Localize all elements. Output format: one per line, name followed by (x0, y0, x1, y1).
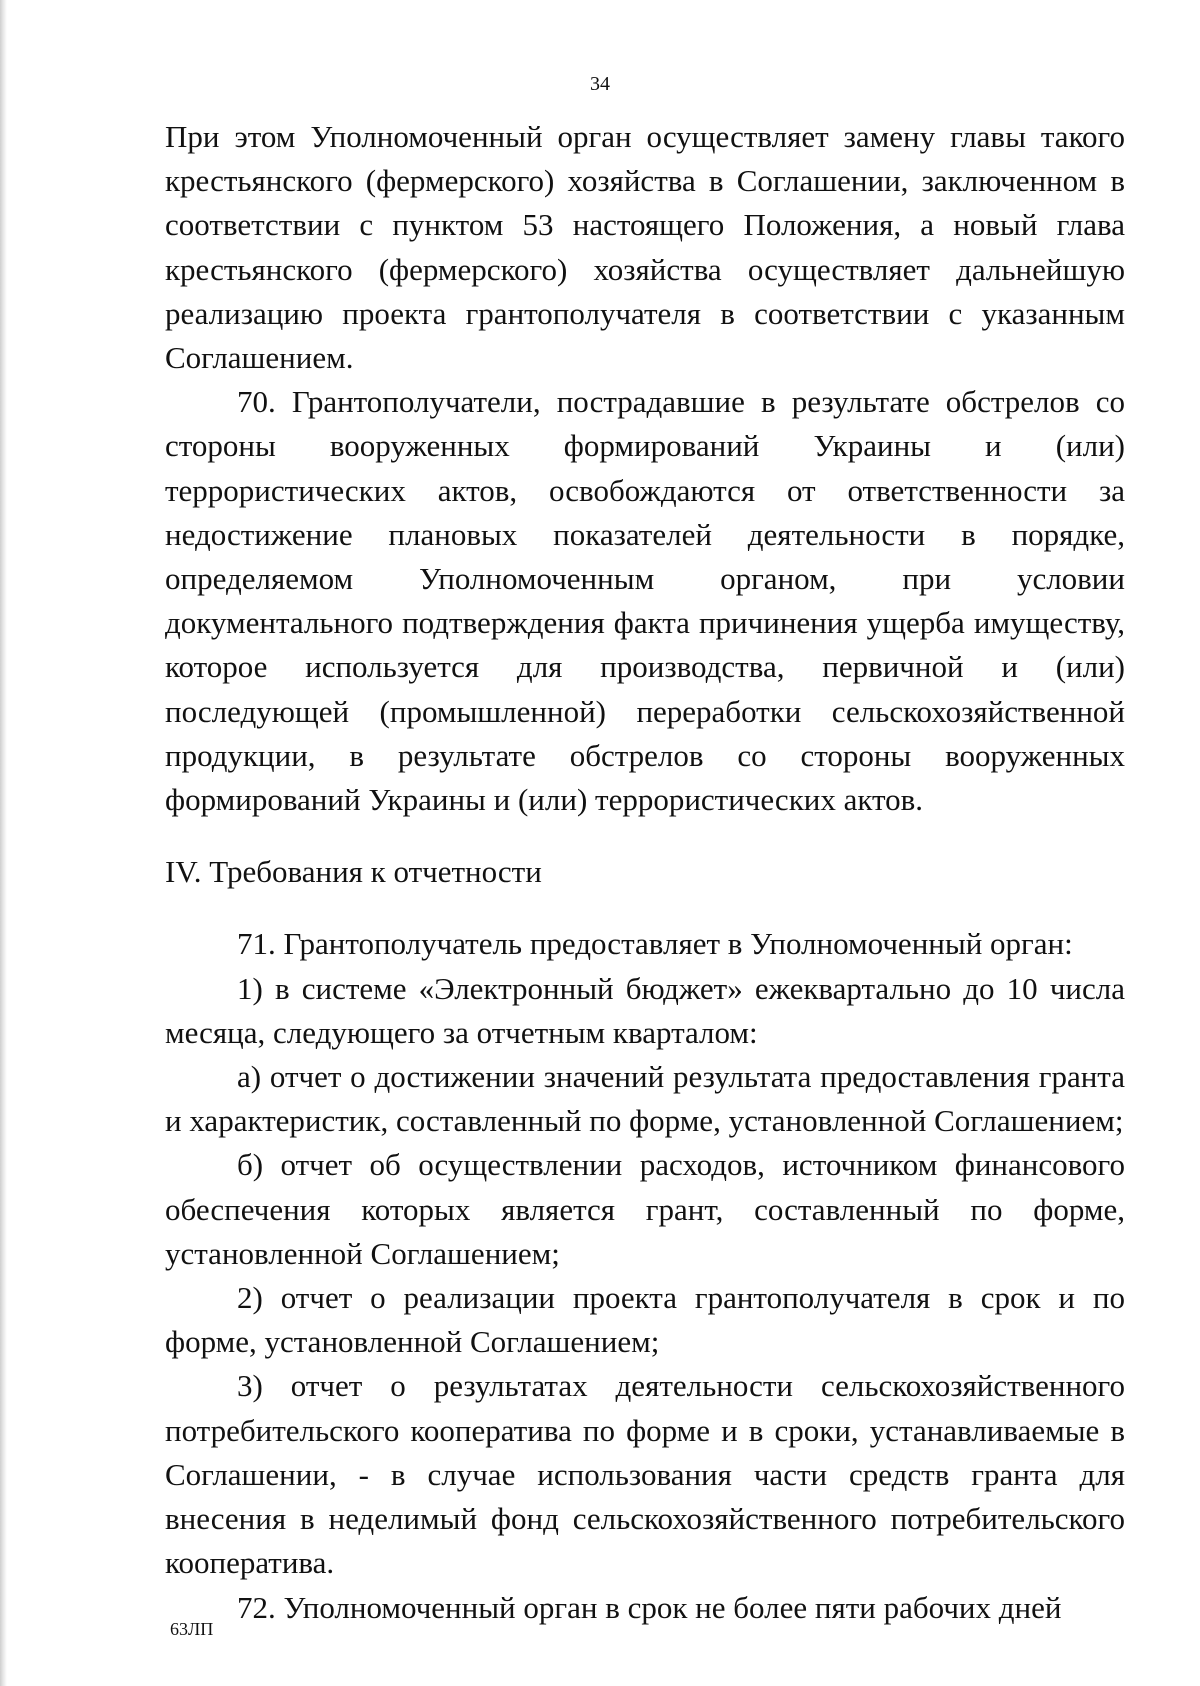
list-item-1b: б) отчет об осуществлении расходов, источником финансового обеспечения которых является грант, составленный по форме, установленной Соглашением; (165, 1147, 1125, 1271)
document-body (165, 115, 1125, 1630)
section-heading: IV. Требования к отчетности (165, 854, 542, 890)
paragraph-continuation: При этом Уполномоченный орган осуществляет замену главы такого крестьянского (фермерского) хозяйства в Соглашении, заключенном в соответствии с пунктом 53 настоящего Положения, а новый глава крестьянского (фермерского) хозяйства осуществляет дальнейшую реализацию проекта грантополучателя в соответствии с указанным Соглашением. (165, 119, 1125, 376)
list-item-1: 1) в системе «Электронный бюджет» ежеквартально до 10 числа месяца, следующего за отчетным кварталом: (165, 970, 1125, 1050)
list-item-3: 3) отчет о результатах деятельности сельскохозяйственного потребительского кооператива по форме и в сроки, устанавливаемые в Соглашении, - в случае использования части средств гранта для внесения в неделимый фонд сельскохозяйственного потребительского кооператива. (165, 1368, 1125, 1581)
page-number: 34 (590, 73, 610, 95)
list-item-1a: а) отчет о достижении значений результата предоставления гранта и характеристик, составленный по форме, установленной Соглашением; (165, 1059, 1125, 1139)
scan-edge (0, 0, 7, 1686)
paragraph-70: 70. Грантополучатели, пострадавшие в результате обстрелов со стороны вооруженных формирований Украины и (или) террористических актов, освобождаются от ответственности за недостижение плановых показателей деятельности в порядке, определяемом Уполномоченным органом, при условии документального подтверждения факта причинения ущерба имуществу, которое используется для производства, первичной и (или) последующей (промышленной) переработки сельскохозяйственной продукции, в результате обстрелов со стороны вооруженных формирований Украины и (или) террористических актов. (165, 384, 1125, 818)
list-item-2: 2) отчет о реализации проекта грантополучателя в срок и по форме, установленной Соглашением; (165, 1280, 1125, 1360)
paragraph-72: 72. Уполномоченный орган в срок не более пяти рабочих дней (237, 1589, 1062, 1625)
paragraph-71: 71. Грантополучатель предоставляет в Уполномоченный орган: (237, 926, 1073, 962)
footer-document-code: 63ЛП (170, 1619, 214, 1639)
